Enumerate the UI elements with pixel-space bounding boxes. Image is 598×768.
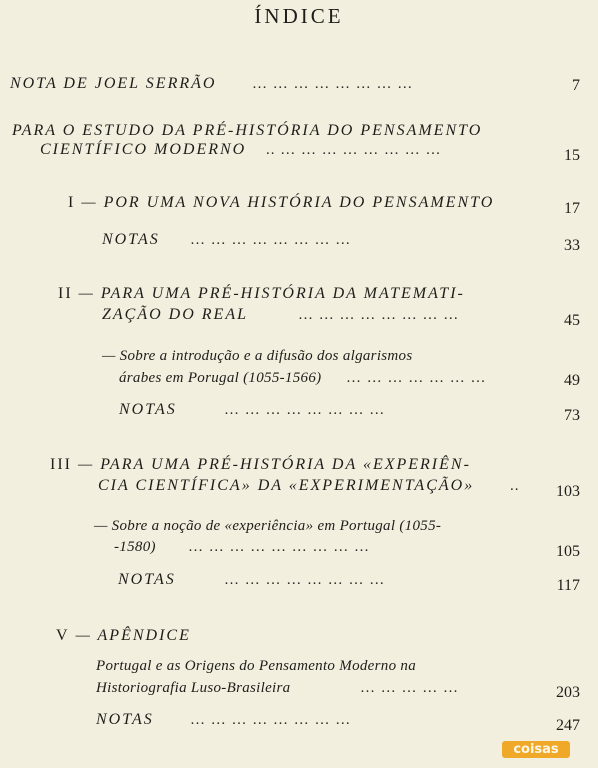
leader-dots: … … … … … … … … xyxy=(252,76,414,92)
section-numeral: I xyxy=(68,194,76,211)
page-number: 33 xyxy=(564,237,580,254)
leader-dots: .. … … … … … … … … xyxy=(266,142,442,158)
page-number: 17 xyxy=(564,200,580,217)
leader-dots: … … … … … … … xyxy=(346,370,487,386)
leader-dots: … … … … … xyxy=(360,680,459,696)
page-number: 73 xyxy=(564,407,580,424)
subsection-line2: árabes em Porugal (1055-1566) xyxy=(119,370,322,386)
section-dash: — xyxy=(78,285,95,302)
section-numeral: V xyxy=(56,627,70,644)
section-numeral: II xyxy=(58,285,73,302)
page-number: 7 xyxy=(572,77,580,94)
page-number: 247 xyxy=(556,717,580,734)
subsection-line1: — Sobre a noção de «experiência» em Portugal (1055- xyxy=(94,518,442,534)
page-title: ÍNDICE xyxy=(254,4,344,28)
page-number: 203 xyxy=(556,684,580,701)
notas-label: NOTAS xyxy=(119,401,177,418)
leader-dots: … … … … … … … … xyxy=(190,232,352,248)
entry-main-title-line1: PARA O ESTUDO DA PRÉ-HISTÓRIA DO PENSAMENTO xyxy=(12,122,483,139)
entry-nota-title: NOTA DE JOEL SERRÃO xyxy=(10,75,217,92)
leader-dots: … … … … … … … … … xyxy=(188,539,370,555)
page-number: 103 xyxy=(556,483,580,500)
section-title-line1: PARA UMA PRÉ-HISTÓRIA DA «EXPERIÊN- xyxy=(100,456,471,473)
watermark-stamp: coisas xyxy=(502,741,570,758)
page-number: 105 xyxy=(556,543,580,560)
section-dash: — xyxy=(81,194,98,211)
leader-dots: … … … … … … … … xyxy=(224,402,386,418)
subsection-line1: — Sobre a introdução e a difusão dos algarismos xyxy=(102,348,413,364)
section-dash: — xyxy=(77,456,95,473)
section-title: APÊNDICE xyxy=(97,627,191,644)
page-number: 45 xyxy=(564,312,580,329)
leader-dots: … … … … … … … … xyxy=(224,572,386,588)
page-number: 15 xyxy=(564,147,580,164)
leader-dots: … … … … … … … … xyxy=(298,307,460,323)
entry-main-title-line2: CIENTÍFICO MODERNO xyxy=(40,141,247,158)
section-title-line1: PARA UMA PRÉ-HISTÓRIA DA MATEMATI- xyxy=(100,285,465,302)
section-title-line2: CIA CIENTÍFICA» DA «EXPERIMENTAÇÃO» xyxy=(98,477,475,494)
appendix-line1: Portugal e as Origens do Pensamento Moderno na xyxy=(96,658,417,674)
section-title-line2: ZAÇÃO DO REAL xyxy=(102,306,248,323)
subsection-line2: -1580) xyxy=(114,539,156,555)
section-title: POR UMA NOVA HISTÓRIA DO PENSAMENTO xyxy=(103,194,495,211)
appendix-line2: Historiografia Luso-Brasileira xyxy=(96,680,291,696)
leader-dots: … … … … … … … … xyxy=(190,712,352,728)
section-numeral: III xyxy=(50,456,72,473)
page-number: 117 xyxy=(556,577,580,594)
leader-dots: .. xyxy=(510,478,520,494)
page-number: 49 xyxy=(564,372,580,389)
notas-label: NOTAS xyxy=(102,231,160,248)
section-dash: — xyxy=(75,627,92,644)
notas-label: NOTAS xyxy=(118,571,176,588)
notas-label: NOTAS xyxy=(96,711,154,728)
